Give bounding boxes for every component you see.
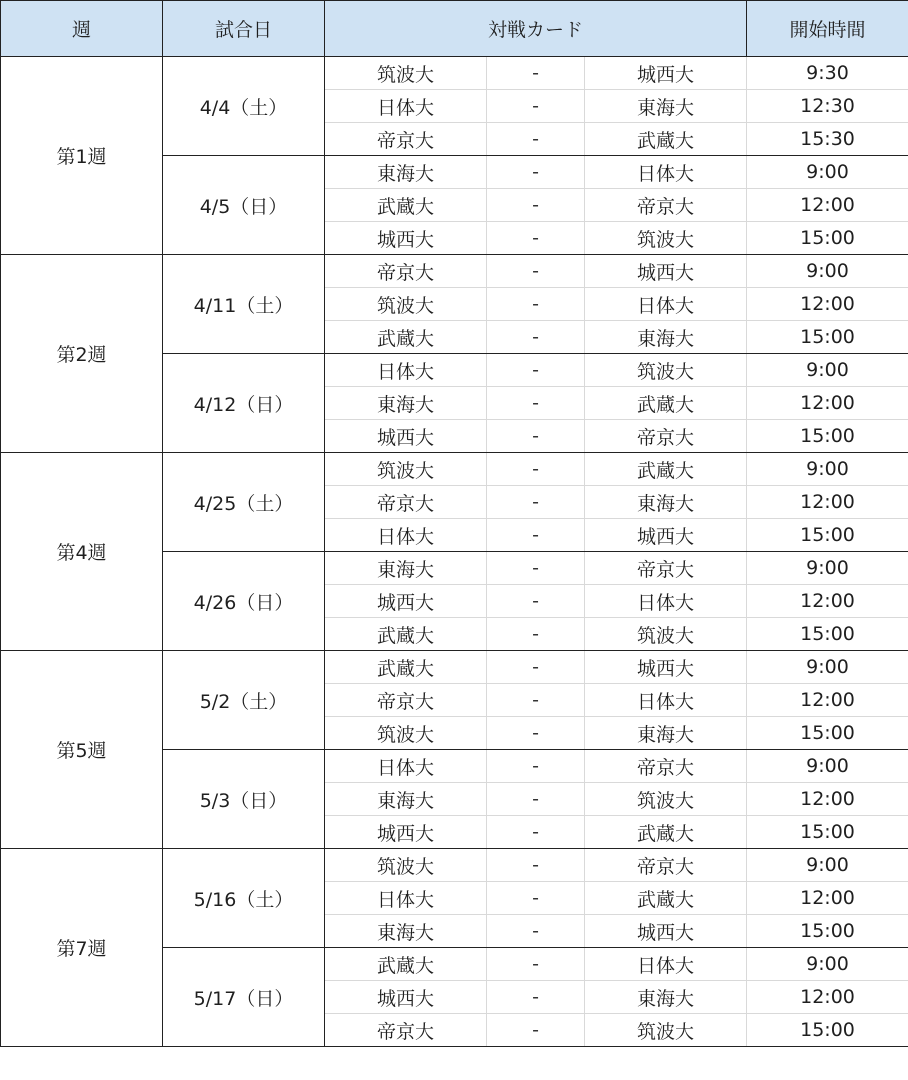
home-team: 武蔵大 [325,618,487,651]
start-time: 15:00 [747,420,908,453]
versus-separator: - [487,1014,585,1047]
schedule-body [1,57,908,1047]
versus-separator: - [487,255,585,288]
away-team: 東海大 [585,321,747,354]
start-time: 12:00 [747,981,908,1014]
versus-separator: - [487,651,585,684]
start-time: 12:00 [747,684,908,717]
start-time: 15:30 [747,123,908,156]
away-team: 帝京大 [585,552,747,585]
away-team: 武蔵大 [585,816,747,849]
home-team: 日体大 [325,519,487,552]
header-time: 開始時間 [747,1,908,57]
start-time: 15:00 [747,1014,908,1047]
start-time: 12:00 [747,783,908,816]
table-row [1,453,908,486]
away-team: 筑波大 [585,354,747,387]
away-team: 東海大 [585,90,747,123]
table-row [1,849,908,882]
home-team: 東海大 [325,387,487,420]
home-team: 帝京大 [325,684,487,717]
away-team: 日体大 [585,585,747,618]
start-time: 9:00 [747,849,908,882]
versus-separator: - [487,156,585,189]
versus-separator: - [487,948,585,981]
home-team: 帝京大 [325,255,487,288]
start-time: 15:00 [747,321,908,354]
start-time: 15:00 [747,519,908,552]
home-team: 東海大 [325,552,487,585]
versus-separator: - [487,849,585,882]
match-date: 4/25（土） [163,453,325,552]
header-row [1,1,908,57]
start-time: 9:00 [747,255,908,288]
home-team: 武蔵大 [325,651,487,684]
home-team: 武蔵大 [325,948,487,981]
home-team: 城西大 [325,420,487,453]
away-team: 筑波大 [585,783,747,816]
versus-separator: - [487,519,585,552]
match-date: 4/12（日） [163,354,325,453]
away-team: 東海大 [585,717,747,750]
match-date: 5/3（日） [163,750,325,849]
home-team: 筑波大 [325,288,487,321]
away-team: 日体大 [585,948,747,981]
match-date: 5/16（土） [163,849,325,948]
versus-separator: - [487,750,585,783]
start-time: 15:00 [747,717,908,750]
away-team: 武蔵大 [585,882,747,915]
week-label: 第4週 [1,453,163,651]
home-team: 日体大 [325,354,487,387]
versus-separator: - [487,816,585,849]
versus-separator: - [487,684,585,717]
match-date: 4/5（日） [163,156,325,255]
week-label: 第1週 [1,57,163,255]
versus-separator: - [487,717,585,750]
start-time: 12:00 [747,387,908,420]
versus-separator: - [487,222,585,255]
home-team: 筑波大 [325,57,487,90]
start-time: 9:00 [747,156,908,189]
away-team: 城西大 [585,915,747,948]
away-team: 日体大 [585,288,747,321]
match-date: 4/4（土） [163,57,325,156]
versus-separator: - [487,354,585,387]
versus-separator: - [487,783,585,816]
versus-separator: - [487,882,585,915]
start-time: 9:00 [747,453,908,486]
versus-separator: - [487,486,585,519]
away-team: 帝京大 [585,189,747,222]
versus-separator: - [487,453,585,486]
away-team: 武蔵大 [585,453,747,486]
week-label: 第2週 [1,255,163,453]
start-time: 12:00 [747,882,908,915]
home-team: 帝京大 [325,123,487,156]
match-date: 4/26（日） [163,552,325,651]
away-team: 城西大 [585,651,747,684]
start-time: 9:00 [747,552,908,585]
start-time: 12:00 [747,189,908,222]
away-team: 日体大 [585,684,747,717]
home-team: 東海大 [325,783,487,816]
home-team: 東海大 [325,915,487,948]
start-time: 15:00 [747,816,908,849]
away-team: 筑波大 [585,618,747,651]
match-date: 5/2（土） [163,651,325,750]
table-row [1,255,908,288]
home-team: 筑波大 [325,453,487,486]
versus-separator: - [487,321,585,354]
home-team: 城西大 [325,816,487,849]
away-team: 東海大 [585,486,747,519]
home-team: 武蔵大 [325,321,487,354]
away-team: 筑波大 [585,222,747,255]
home-team: 筑波大 [325,849,487,882]
start-time: 15:00 [747,222,908,255]
start-time: 15:00 [747,915,908,948]
header-match: 対戦カード [325,1,747,57]
start-time: 12:00 [747,288,908,321]
home-team: 筑波大 [325,717,487,750]
away-team: 筑波大 [585,1014,747,1047]
start-time: 9:00 [747,651,908,684]
header-week: 週 [1,1,163,57]
away-team: 帝京大 [585,849,747,882]
away-team: 東海大 [585,981,747,1014]
match-date: 5/17（日） [163,948,325,1047]
start-time: 9:00 [747,948,908,981]
versus-separator: - [487,57,585,90]
match-date: 4/11（土） [163,255,325,354]
versus-separator: - [487,981,585,1014]
versus-separator: - [487,915,585,948]
start-time: 12:00 [747,585,908,618]
home-team: 東海大 [325,156,487,189]
versus-separator: - [487,585,585,618]
away-team: 城西大 [585,255,747,288]
versus-separator: - [487,552,585,585]
versus-separator: - [487,90,585,123]
away-team: 日体大 [585,156,747,189]
start-time: 9:00 [747,750,908,783]
away-team: 武蔵大 [585,387,747,420]
header-date: 試合日 [163,1,325,57]
away-team: 城西大 [585,519,747,552]
away-team: 帝京大 [585,420,747,453]
start-time: 9:00 [747,354,908,387]
table-row [1,651,908,684]
away-team: 城西大 [585,57,747,90]
week-label: 第5週 [1,651,163,849]
home-team: 帝京大 [325,1014,487,1047]
start-time: 12:00 [747,486,908,519]
home-team: 日体大 [325,750,487,783]
start-time: 12:30 [747,90,908,123]
versus-separator: - [487,123,585,156]
home-team: 日体大 [325,90,487,123]
away-team: 武蔵大 [585,123,747,156]
versus-separator: - [487,189,585,222]
home-team: 帝京大 [325,486,487,519]
home-team: 城西大 [325,585,487,618]
away-team: 帝京大 [585,750,747,783]
home-team: 武蔵大 [325,189,487,222]
start-time: 9:30 [747,57,908,90]
versus-separator: - [487,618,585,651]
versus-separator: - [487,420,585,453]
week-label: 第7週 [1,849,163,1047]
home-team: 城西大 [325,222,487,255]
home-team: 城西大 [325,981,487,1014]
versus-separator: - [487,387,585,420]
home-team: 日体大 [325,882,487,915]
versus-separator: - [487,288,585,321]
start-time: 15:00 [747,618,908,651]
table-row [1,57,908,90]
